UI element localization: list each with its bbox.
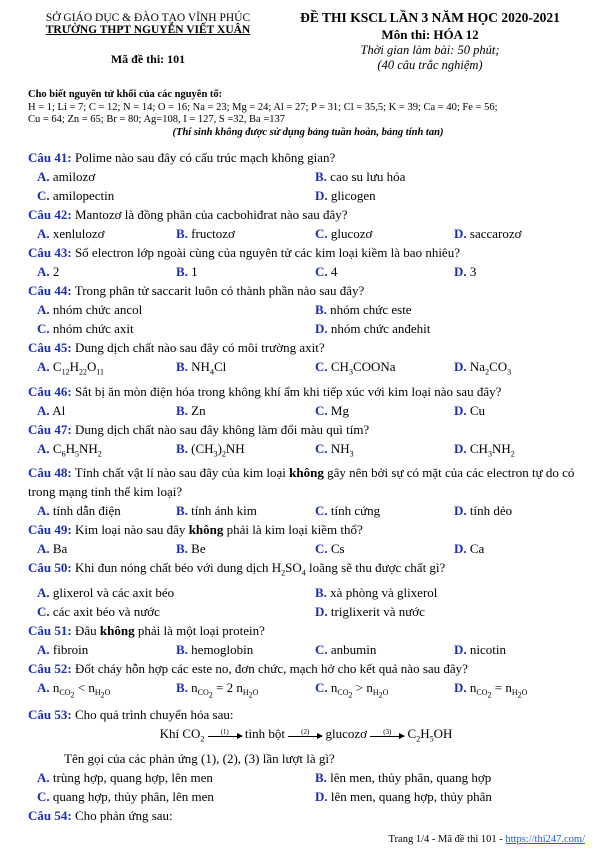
atomic-masses	[28, 89, 588, 139]
question-number: Câu 49:	[28, 522, 72, 538]
option-a: A. xenlulozơ	[37, 226, 105, 241]
option-a: A. Ba	[37, 541, 68, 557]
question-number: Câu 44:	[28, 283, 72, 298]
atoms-note: (Thí sinh không được sử dụng bảng tuần hoàn, bảng tính tan)	[172, 126, 444, 138]
option-b: B. Be	[176, 541, 206, 557]
question-number: Câu 54:	[28, 807, 72, 823]
option-d: D. tính dẻo	[454, 503, 513, 519]
option-a: A. glixerol và các axit béo	[37, 584, 175, 600]
exam-time: Thời gian làm bài: 50 phút;	[360, 43, 500, 57]
header-right	[280, 10, 580, 73]
option-c: C. $NH_3$	[315, 440, 354, 459]
option-d: D. triglixerit và nước	[315, 603, 425, 619]
question-text: Cho phản ứng sau:	[74, 807, 173, 823]
question-text: Mantozơ là đồng phân của cacbohiđrat nào sau đây?	[74, 207, 348, 222]
question-number: Câu 42:	[28, 207, 72, 222]
option-b: B. tính ánh kim	[176, 503, 257, 519]
school-name: TRƯỜNG THPT NGUYỄN VIẾT XUÂN	[45, 24, 251, 36]
question-number: Câu 51:	[28, 622, 72, 638]
option-c: C. $n_{CO_2} > n_{H_2O}$	[315, 679, 389, 700]
question-text: Sắt bị ăn mòn điện hóa trong không khí ẩm khi tiếp xúc với kim loại nào sau đây?	[74, 383, 502, 399]
option-d: D. Ca	[454, 541, 485, 557]
question-45	[28, 338, 584, 382]
option-d: D. $CH_3NH_2$	[454, 440, 515, 459]
option-a: A. $C_6H_5NH_2$	[37, 440, 102, 459]
option-c: C. Cs	[315, 541, 345, 557]
question-text: Dung dịch chất nào sau đây có môi trường axit?	[74, 340, 325, 355]
option-c: C. glucozơ	[315, 226, 373, 241]
question-43	[28, 243, 584, 281]
option-b: B. xà phòng và glixerol	[315, 584, 438, 600]
atoms-line1: H = 1; Li = 7; C = 12; N = 14; O = 16; Na = 23; Mg = 24; Al = 27; P = 31; Cl = 35,5; K = 39; Ca = 40; Fe = 56;	[28, 101, 498, 113]
option-a: A. trùng hợp, quang hợp, lên men	[37, 769, 213, 785]
option-b: B. $(CH_3)_2NH$	[176, 440, 245, 459]
header-left	[28, 12, 268, 67]
option-b: B. $n_{CO_2} = 2$ $n_{H_2O}$	[176, 679, 259, 700]
option-b: B. $NH_4Cl$	[176, 359, 227, 377]
option-d: D. glicogen	[315, 188, 376, 203]
option-a: A. 2	[37, 264, 60, 279]
footer-link[interactable]: https://thi247.com/	[505, 834, 585, 845]
question-number: Câu 47:	[28, 421, 72, 437]
question-46	[28, 382, 584, 420]
option-a: A. nhóm chức ancol	[37, 302, 143, 317]
exam-title: ĐỀ THI KSCL LẦN 3 NĂM HỌC 2020-2021	[300, 10, 560, 25]
question-number: Câu 45:	[28, 340, 72, 355]
option-b: B. cao su lưu hóa	[315, 169, 406, 184]
option-a: A. tính dẫn điện	[37, 503, 121, 519]
question-54	[28, 806, 584, 825]
arrow-icon: (1)	[208, 730, 242, 740]
option-c: C. các axit béo và nước	[37, 603, 160, 619]
option-d: D. nicotin	[454, 641, 506, 657]
question-subtext: Tên gọi của các phản ứng (1), (2), (3) lần lượt là gì?	[64, 750, 335, 766]
reaction-scheme: Khí $CO_2$ (1) tinh bột (2) glucozơ (3) $C_2H_5OH$	[159, 725, 453, 744]
option-a: A. $C_{12}H_{22}O_{11}$	[37, 359, 105, 377]
question-41	[28, 148, 584, 205]
question-text: Cho quá trình chuyển hóa sau:	[74, 706, 234, 722]
option-a: A. $n_{CO_2} < n_{H_2O}$	[37, 679, 111, 700]
option-d: D. Cu	[454, 402, 486, 418]
option-c: C. tính cứng	[315, 503, 381, 519]
option-b: B. fructozơ	[176, 226, 235, 241]
option-d: D. 3	[454, 264, 477, 279]
question-44	[28, 281, 584, 338]
option-a: A. amilozơ	[37, 169, 96, 184]
question-list	[28, 148, 584, 825]
option-c: C. quang hợp, thủy phân, lên men	[37, 788, 214, 804]
option-b: B. Zn	[176, 402, 206, 418]
option-c: C. Mg	[315, 402, 349, 418]
question-47	[28, 420, 584, 464]
question-51: Câu 51: Đâu không phải là một loại protein? A. fibroin B. hemoglobin C. anbumin D. nicotin	[28, 621, 584, 659]
atoms-title: Cho biết nguyên tử khối của các nguyên tố:	[28, 89, 223, 100]
option-d: D. $n_{CO_2} = n_{H_2O}$	[454, 679, 528, 700]
question-number: Câu 41:	[28, 150, 72, 165]
question-text: Dung dịch chất nào sau đây không làm đổi màu quì tím?	[74, 421, 370, 437]
question-number: Câu 50:	[28, 560, 72, 576]
dept-name: SỞ GIÁO DỤC & ĐÀO TẠO VĨNH PHÚC	[45, 12, 251, 24]
question-42	[28, 205, 584, 243]
question-number: Câu 48:	[28, 465, 72, 481]
page-footer	[389, 834, 586, 845]
exam-subject: Môn thi: HÓA 12	[381, 27, 479, 42]
option-b: B. hemoglobin	[176, 641, 254, 657]
question-number: Câu 46:	[28, 383, 72, 399]
option-b: B. 1	[176, 264, 198, 279]
question-number: Câu 53:	[28, 706, 72, 722]
question-number: Câu 52:	[28, 660, 72, 676]
option-a: A. fibroin	[37, 641, 89, 657]
question-49: Câu 49: Kim loại nào sau đây không phải là kim loại kiềm thổ? A. Ba B. Be C. Cs D. Ca	[28, 520, 584, 558]
arrow-icon: (3)	[370, 730, 404, 740]
question-text: Polime nào sau đây có cấu trúc mạch không gian?	[74, 150, 336, 165]
option-c: C. 4	[315, 264, 338, 279]
option-c: C. nhóm chức axit	[37, 321, 134, 336]
question-text: Số electron lớp ngoài cùng của nguyên tử các kim loại kiềm là bao nhiêu?	[74, 245, 460, 260]
question-48: Câu 48: Tính chất vật lí nào sau đây của kim loại không gây nên bởi sự có mặt của các electron tự do có trong mạng tinh thể kim loại? A. tính dẫn điện B. tính ánh kim C. tính cứng D. tính dẻo	[28, 463, 584, 520]
question-text: Đốt cháy hỗn hợp các este no, đơn chức, mạch hở cho kết quả nào sau đây?	[74, 660, 468, 676]
option-a: A. Al	[37, 402, 66, 418]
option-c: C. $CH_3COONa$	[315, 359, 396, 377]
option-d: D. nhóm chức anđehit	[315, 321, 431, 336]
option-d: D. saccarozơ	[454, 226, 522, 241]
question-53	[28, 705, 584, 806]
option-d: D. lên men, quang hợp, thủy phân	[315, 788, 492, 804]
footer-text: Trang 1/4 - Mã đề thi 101 -	[388, 834, 506, 845]
option-d: D. $Na_2CO_3$	[454, 359, 512, 377]
question-text: Trong phân tử saccarit luôn có thành phần nào sau đây?	[74, 283, 365, 298]
option-c: C. anbumin	[315, 641, 377, 657]
question-number: Câu 43:	[28, 245, 72, 260]
option-c: C. amilopectin	[37, 188, 115, 203]
arrow-icon: (2)	[288, 730, 322, 740]
question-50: Câu 50: Khi đun nóng chất béo với dung dịch $H_2SO_4$ loãng sẽ thu được chất gì? A. glixerol và các axit béo B. xà phòng và glixerol C. các axit béo và nước D. triglixerit và nước	[28, 558, 584, 621]
option-b: B. nhóm chức este	[315, 302, 412, 317]
option-b: B. lên men, thủy phân, quang hợp	[315, 769, 492, 785]
atoms-line2: Cu = 64; Zn = 65; Br = 80; Ag=108, I = 127, S =32, Ba =137	[28, 114, 285, 125]
question-52	[28, 659, 584, 705]
question-count: (40 câu trắc nghiệm)	[377, 58, 483, 72]
exam-code: Mã đề thi: 101	[110, 52, 186, 66]
